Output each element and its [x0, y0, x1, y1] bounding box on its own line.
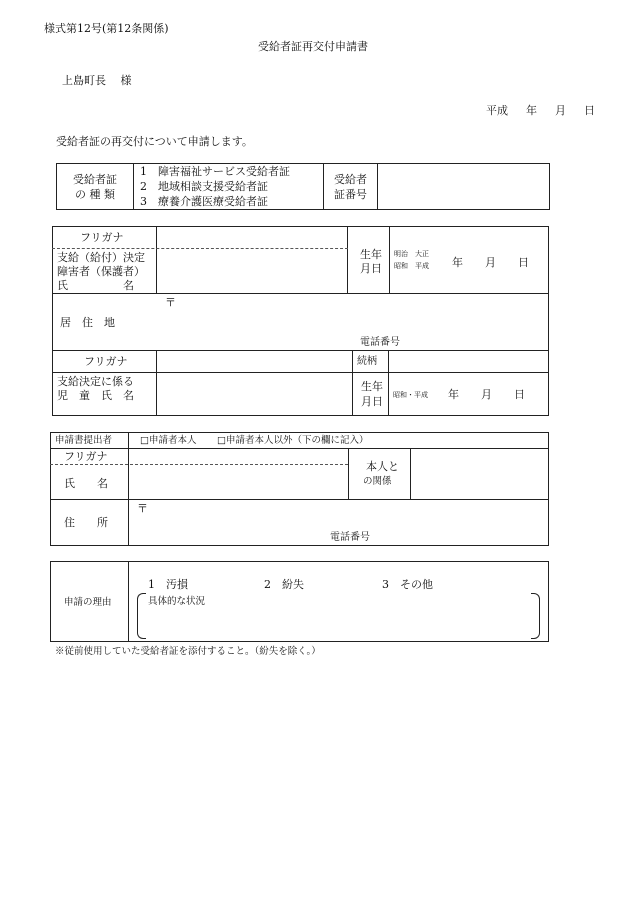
child-relation-field[interactable] — [390, 352, 547, 370]
child-relation-label: 続柄 — [357, 356, 377, 367]
certificate-option[interactable]: 1 障害福祉サービス受給者証 — [140, 165, 290, 178]
recipient-birth-label-2: 月日 — [360, 262, 382, 275]
date-month[interactable]: 月 — [555, 104, 566, 117]
child-name-field[interactable] — [158, 374, 350, 414]
recipient-name-field[interactable] — [158, 250, 345, 291]
recipient-birth-label-1: 生年 — [360, 248, 382, 261]
addressee: 上島町長 様 — [62, 74, 132, 87]
child-birth-label-2: 月日 — [361, 395, 383, 408]
certificate-type-label: 受給者証 の 種 類 — [57, 164, 134, 210]
date-line — [486, 104, 595, 117]
recipient-name-label-2: 障害者（保護者） — [57, 265, 145, 278]
child-eras[interactable]: 昭和・平成 — [393, 391, 428, 399]
submitter-relation-field[interactable] — [412, 450, 547, 498]
submitter-address-field[interactable] — [130, 514, 547, 530]
reason-label: 申請の理由 — [64, 597, 112, 608]
intro-text: 受給者証の再交付について申請します。 — [56, 135, 253, 148]
submitter-name-field[interactable] — [130, 466, 346, 498]
submitter-option-self[interactable]: □申請者本人 — [140, 435, 197, 446]
reason-option-2[interactable]: 2 紛失 — [264, 578, 304, 591]
date-day[interactable]: 日 — [584, 104, 595, 117]
recipient-furigana-label: フリガナ — [80, 231, 124, 244]
recipient-name-label-1: 支給（給付）決定 — [57, 251, 145, 264]
child-furigana-field[interactable] — [158, 352, 350, 370]
recipient-address-field[interactable] — [158, 310, 547, 334]
recipient-birth-date[interactable]: 年 月 日 — [452, 256, 529, 269]
recipient-phone-label: 電話番号 — [360, 337, 400, 348]
recipient-name-label-3: 氏 名 — [57, 279, 134, 292]
page-title: 受給者証再交付申請書 — [258, 40, 368, 53]
certificate-number-field[interactable] — [378, 164, 550, 210]
submitter-relation-label-1: 本人と — [366, 460, 399, 473]
child-name-label-1: 支給決定に係る — [57, 375, 134, 388]
recipient-eras-2[interactable]: 昭和 平成 — [394, 262, 429, 270]
child-birth-date[interactable]: 年 月 日 — [448, 388, 525, 401]
detail-field[interactable] — [148, 610, 528, 634]
submitter-option-other[interactable]: □申請者本人以外（下の欄に記入） — [217, 435, 369, 446]
certificate-option[interactable]: 3 療養介護医療受給者証 — [140, 195, 268, 208]
submitter-label: 申請書提出者 — [55, 435, 113, 446]
submitter-name-label: 氏 名 — [64, 477, 108, 490]
submitter-furigana-label: フリガナ — [64, 450, 108, 463]
child-furigana-label: フリガナ — [84, 355, 128, 368]
recipient-postal-mark: 〒 — [165, 296, 176, 309]
footnote: ※従前使用していた受給者証を添付すること。（紛失を除く。） — [55, 646, 321, 657]
submitter-phone-label: 電話番号 — [330, 532, 370, 543]
submitter-address-label: 住 所 — [64, 516, 108, 529]
detail-label: 具体的な状況 — [148, 596, 206, 607]
detail-bracket-right — [531, 593, 540, 639]
child-name-label-2: 児 童 氏 名 — [57, 389, 134, 402]
certificate-type-options[interactable] — [134, 164, 324, 210]
child-birth-label-1: 生年 — [361, 380, 383, 393]
submitter-relation-label-2: の関係 — [363, 476, 392, 487]
recipient-eras-1[interactable]: 明治 大正 — [394, 250, 429, 258]
certificate-table — [56, 163, 550, 210]
submitter-postal-mark: 〒 — [137, 502, 148, 515]
form-number: 様式第12号(第12条関係) — [44, 22, 169, 35]
recipient-address-label: 居 住 地 — [60, 316, 115, 329]
reason-option-1[interactable]: 1 汚損 — [148, 578, 188, 591]
certificate-option[interactable]: 2 地域相談支援受給者証 — [140, 180, 268, 193]
certificate-number-label: 受給者 証番号 — [324, 164, 378, 210]
submitter-furigana-field[interactable] — [130, 450, 346, 463]
detail-bracket-left — [137, 593, 146, 639]
recipient-furigana-field[interactable] — [158, 228, 345, 247]
date-era: 平成 — [486, 104, 508, 117]
date-year[interactable]: 年 — [526, 104, 537, 117]
reason-option-3[interactable]: 3 その他 — [382, 578, 433, 591]
